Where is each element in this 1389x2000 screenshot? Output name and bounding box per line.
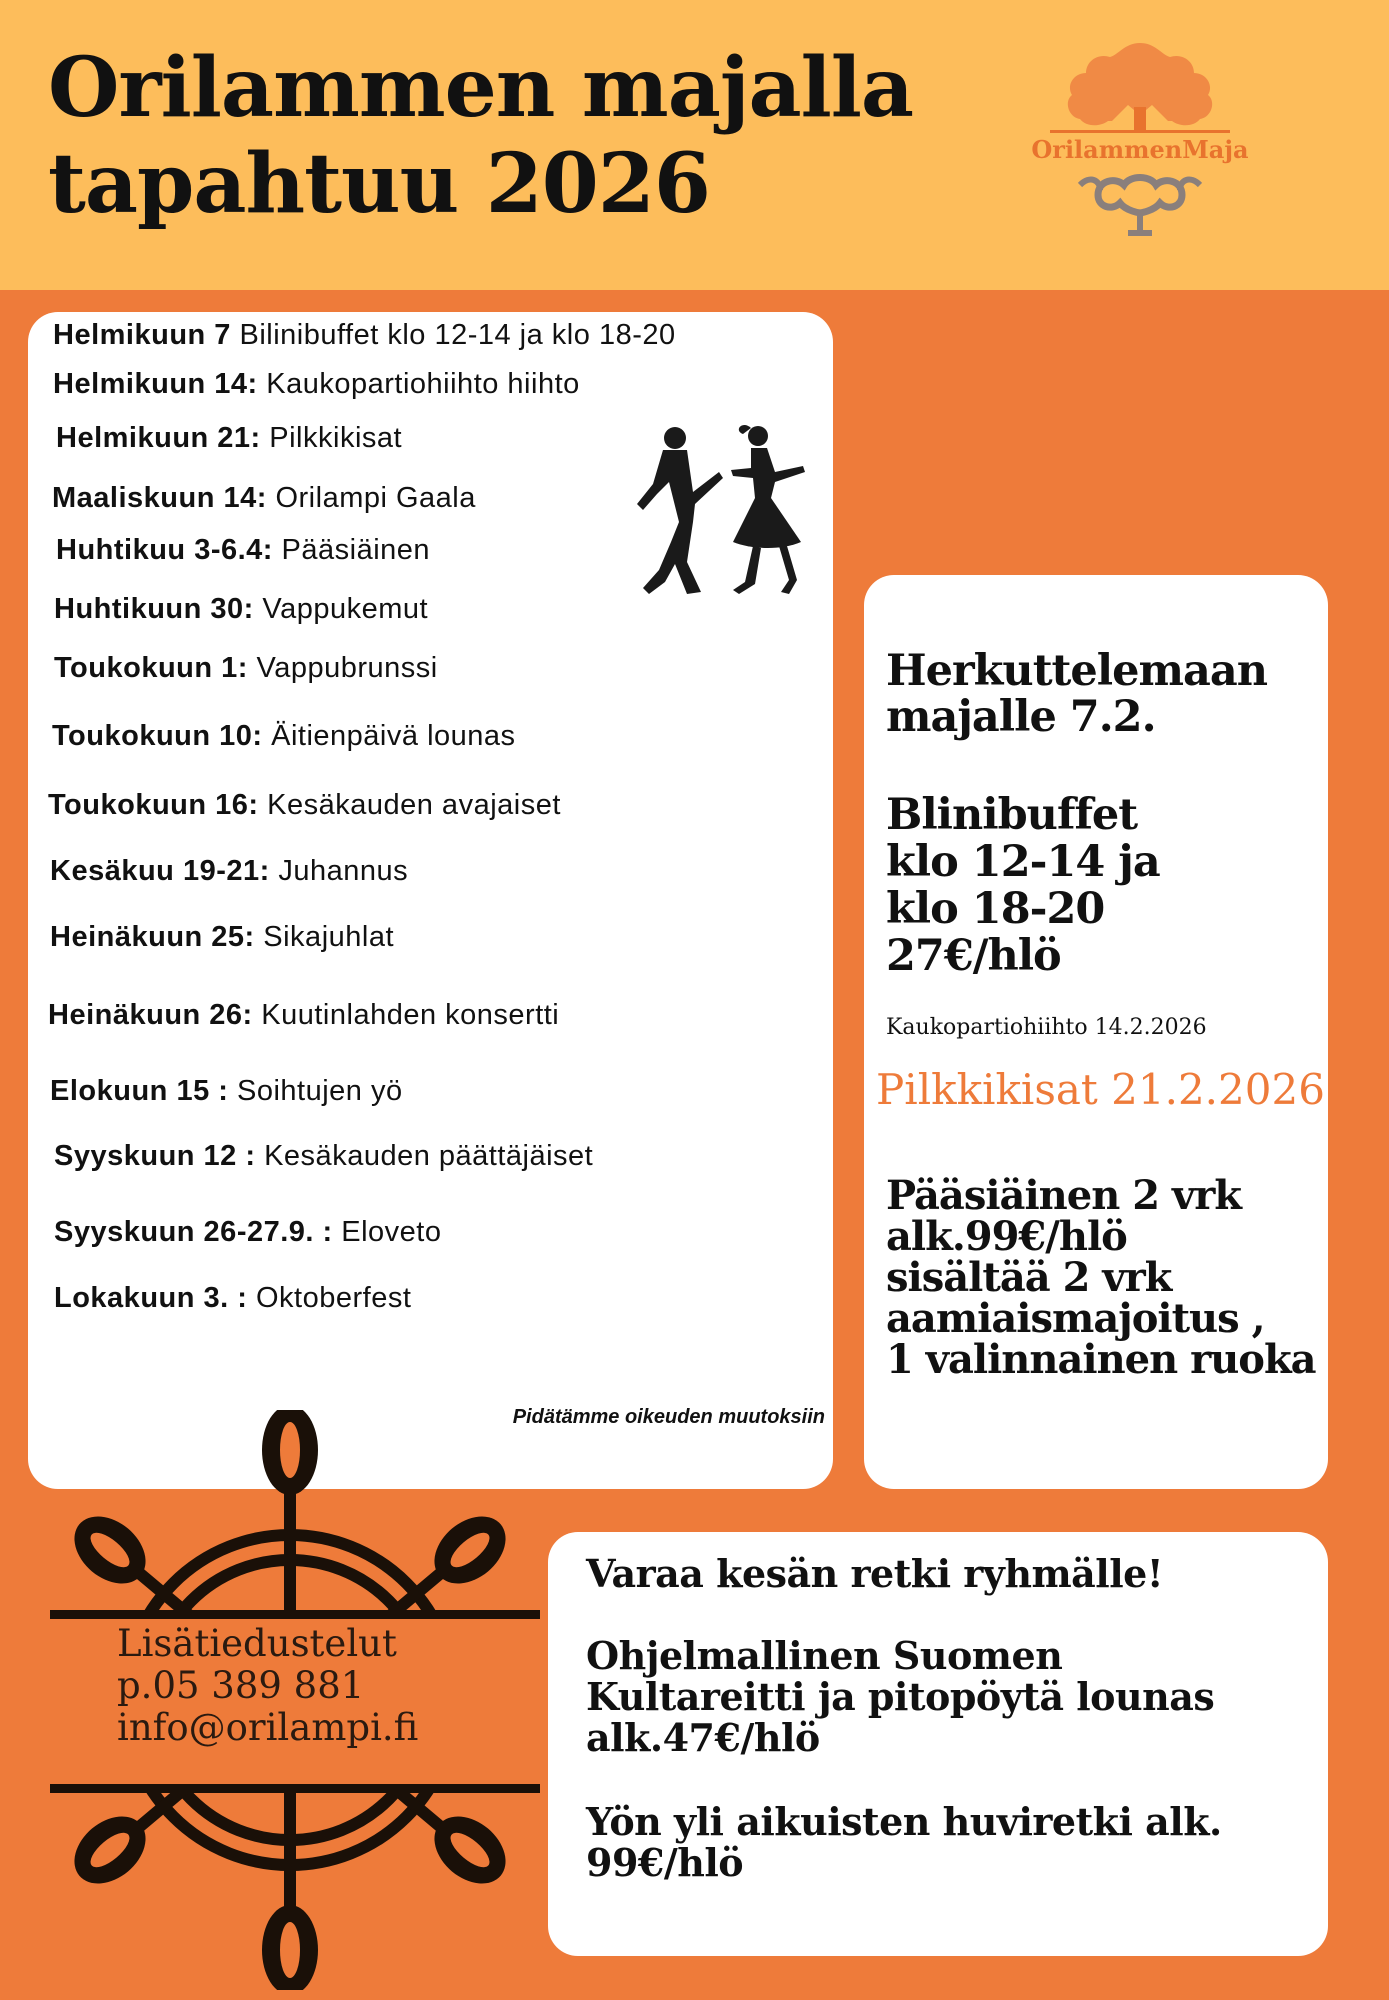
trip-line: Kultareitti ja pitopöytä lounas — [586, 1674, 1215, 1719]
event-item: Helmikuun 14: Kaukopartiohiihto hiihto — [53, 368, 580, 400]
contact-phone[interactable]: p.05 389 881 — [117, 1664, 365, 1707]
easter-line: Pääsiäinen 2 vrk — [886, 1172, 1241, 1219]
easter-line: sisältää 2 vrk — [886, 1254, 1172, 1301]
logo-text: OrilammenMaja — [1031, 135, 1249, 164]
title-line-1: Orilammen majalla — [48, 40, 914, 136]
trip-line: Ohjelmallinen Suomen — [586, 1633, 1063, 1678]
event-item: Heinäkuun 26: Kuutinlahden konsertti — [48, 999, 560, 1031]
title-line-2: tapahtuu 2026 — [48, 136, 710, 232]
event-item: Helmikuun 7 Bilinibuffet klo 12-14 ja klo 18-20 — [53, 319, 676, 351]
promo-line: klo 12-14 ja — [886, 837, 1160, 887]
event-item: Helmikuun 21: Pilkkikisat — [56, 422, 403, 454]
trips-heading: Varaa kesän retki ryhmälle! — [586, 1551, 1164, 1596]
event-item: Elokuun 15 : Soihtujen yö — [50, 1075, 403, 1107]
contact-email[interactable]: info@orilampi.fi — [117, 1706, 419, 1749]
promo-line: Herkuttelemaan — [886, 646, 1267, 696]
page-title — [48, 40, 913, 232]
event-item: Huhtikuu 3-6.4: Pääsiäinen — [56, 534, 431, 566]
trip-line: alk.47€/hlö — [586, 1715, 820, 1760]
ski-event: Kaukopartiohiihto 14.2.2026 — [886, 1015, 1207, 1040]
fishing-event: Pilkkikisat 21.2.2026 — [876, 1065, 1325, 1114]
event-item: Toukokuun 1: Vappubrunssi — [54, 652, 438, 684]
event-item: Maaliskuun 14: Orilampi Gaala — [52, 482, 476, 514]
event-item: Syyskuun 26-27.9. : Eloveto — [54, 1216, 442, 1248]
promo-card — [864, 575, 1328, 1489]
event-item: Huhtikuun 30: Vappukemut — [54, 593, 429, 625]
promo-line: klo 18-20 — [886, 884, 1105, 934]
events-note: Pidätämme oikeuden muutoksiin — [512, 1406, 825, 1428]
event-item: Lokakuun 3. : Oktoberfest — [54, 1282, 412, 1314]
contact-label: Lisätiedustelut — [117, 1622, 397, 1665]
easter-line: 1 valinnainen ruoka — [886, 1336, 1316, 1383]
promo-line: majalle 7.2. — [886, 692, 1156, 742]
event-item: Kesäkuu 19-21: Juhannus — [50, 855, 409, 887]
event-item: Heinäkuun 25: Sikajuhlat — [50, 921, 395, 953]
promo-price: 27€/hlö — [886, 931, 1061, 981]
header — [0, 0, 1389, 290]
event-item: Syyskuun 12 : Kesäkauden päättäjäiset — [54, 1140, 594, 1172]
contact-info — [117, 1623, 418, 1749]
event-item: Toukokuun 10: Äitienpäivä lounas — [52, 720, 516, 752]
orilammen-maja-logo — [1020, 35, 1260, 245]
easter-line: alk.99€/hlö — [886, 1213, 1127, 1260]
dancing-couple-icon — [583, 422, 863, 602]
events-card — [28, 312, 833, 1489]
trip-line: 99€/hlö — [586, 1840, 744, 1885]
easter-line: aamiaismajoitus , — [886, 1295, 1265, 1342]
promo-line: Blinibuffet — [886, 790, 1138, 840]
event-item: Toukokuun 16: Kesäkauden avajaiset — [48, 789, 561, 821]
trip-line: Yön yli aikuisten huviretki alk. — [586, 1799, 1222, 1844]
trips-card — [548, 1532, 1328, 1956]
